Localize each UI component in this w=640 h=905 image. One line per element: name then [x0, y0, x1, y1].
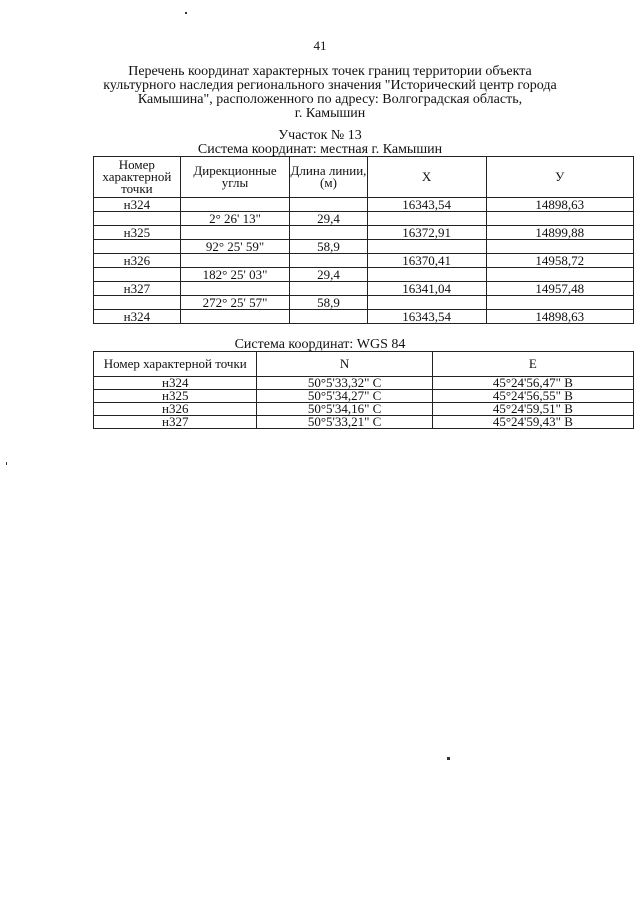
- section-title: Участок № 13: [278, 128, 362, 143]
- table-row: [94, 198, 634, 212]
- point-name: н325: [94, 226, 181, 240]
- header-point-number: Номер характерной точки: [94, 157, 181, 198]
- empty-cell: [367, 296, 486, 310]
- point-y: 14898,63: [486, 198, 633, 212]
- point-x: 16372,91: [367, 226, 486, 240]
- longitude: 45°24'59,51" В: [432, 403, 633, 416]
- local-coordinates-table: [93, 156, 634, 324]
- segment-angle: 182° 25' 03": [180, 268, 290, 282]
- table-row: [94, 282, 634, 296]
- coordinate-system-wgs-title: Система координат: WGS 84: [234, 337, 406, 352]
- empty-cell: [180, 254, 290, 268]
- longitude: 45°24'56,55" В: [432, 390, 633, 403]
- point-x: 16341,04: [367, 282, 486, 296]
- point-name: н325: [94, 390, 257, 403]
- table-row: [94, 296, 634, 310]
- longitude: 45°24'56,47" В: [432, 377, 633, 390]
- empty-cell: [486, 240, 633, 254]
- point-x: 16343,54: [367, 198, 486, 212]
- point-name: н324: [94, 377, 257, 390]
- point-name: н326: [94, 254, 181, 268]
- header-e: E: [432, 352, 633, 377]
- point-name: н327: [94, 416, 257, 429]
- latitude: 50°5'34,27" С: [257, 390, 432, 403]
- table-row: [94, 254, 634, 268]
- segment-angle: 2° 26' 13": [180, 212, 290, 226]
- wgs84-coordinates-table: [93, 351, 634, 429]
- latitude: 50°5'34,16" С: [257, 403, 432, 416]
- empty-cell: [290, 226, 367, 240]
- point-y: 14898,63: [486, 310, 633, 324]
- scan-speck: [447, 757, 450, 760]
- table-row: [94, 310, 634, 324]
- empty-cell: [180, 198, 290, 212]
- empty-cell: [180, 310, 290, 324]
- empty-cell: [290, 254, 367, 268]
- scan-speck: [185, 12, 187, 14]
- point-y: 14957,48: [486, 282, 633, 296]
- empty-cell: [486, 212, 633, 226]
- empty-cell: [94, 212, 181, 226]
- table-row: [94, 268, 634, 282]
- header-x: X: [367, 157, 486, 198]
- empty-cell: [180, 226, 290, 240]
- segment-length: 29,4: [290, 268, 367, 282]
- document-heading: [80, 65, 580, 121]
- table-row: [94, 212, 634, 226]
- table-header-row: [94, 352, 634, 377]
- empty-cell: [486, 296, 633, 310]
- heading-line: Перечень координат характерных точек границ территории объекта: [128, 64, 532, 79]
- empty-cell: [290, 282, 367, 296]
- point-y: 14958,72: [486, 254, 633, 268]
- point-name: н327: [94, 282, 181, 296]
- scan-speck: [6, 462, 7, 465]
- table-row: [94, 240, 634, 254]
- heading-line: культурного наследия регионального значения "Исторический центр города: [103, 78, 557, 93]
- header-y: У: [486, 157, 633, 198]
- header-n: N: [257, 352, 432, 377]
- point-name: н324: [94, 198, 181, 212]
- table-header-row: [94, 157, 634, 198]
- point-name: н324: [94, 310, 181, 324]
- segment-angle: 272° 25' 57": [180, 296, 290, 310]
- point-x: 16370,41: [367, 254, 486, 268]
- table-row: [94, 416, 634, 429]
- heading-line: г. Камышин: [294, 106, 366, 121]
- empty-cell: [367, 240, 486, 254]
- longitude: 45°24'59,43" В: [432, 416, 633, 429]
- empty-cell: [94, 268, 181, 282]
- coordinate-system-local-title: Система координат: местная г. Камышин: [197, 142, 443, 157]
- empty-cell: [486, 268, 633, 282]
- point-x: 16343,54: [367, 310, 486, 324]
- empty-cell: [367, 212, 486, 226]
- header-direction-angles: Дирекционные углы: [180, 157, 290, 198]
- header-point-number: Номер характерной точки: [94, 352, 257, 377]
- table-row: [94, 226, 634, 240]
- latitude: 50°5'33,32" С: [257, 377, 432, 390]
- point-y: 14899,88: [486, 226, 633, 240]
- empty-cell: [367, 268, 486, 282]
- latitude: 50°5'33,21" С: [257, 416, 432, 429]
- page-number: 41: [313, 38, 327, 53]
- empty-cell: [180, 282, 290, 296]
- empty-cell: [290, 198, 367, 212]
- empty-cell: [94, 240, 181, 254]
- heading-line: Камышина", расположенного по адресу: Волгоградская область,: [137, 92, 523, 107]
- segment-length: 58,9: [290, 240, 367, 254]
- point-name: н326: [94, 403, 257, 416]
- segment-length: 58,9: [290, 296, 367, 310]
- empty-cell: [94, 296, 181, 310]
- segment-angle: 92° 25' 59": [180, 240, 290, 254]
- segment-length: 29,4: [290, 212, 367, 226]
- empty-cell: [290, 310, 367, 324]
- header-line-length: Длина линии, (м): [290, 157, 367, 198]
